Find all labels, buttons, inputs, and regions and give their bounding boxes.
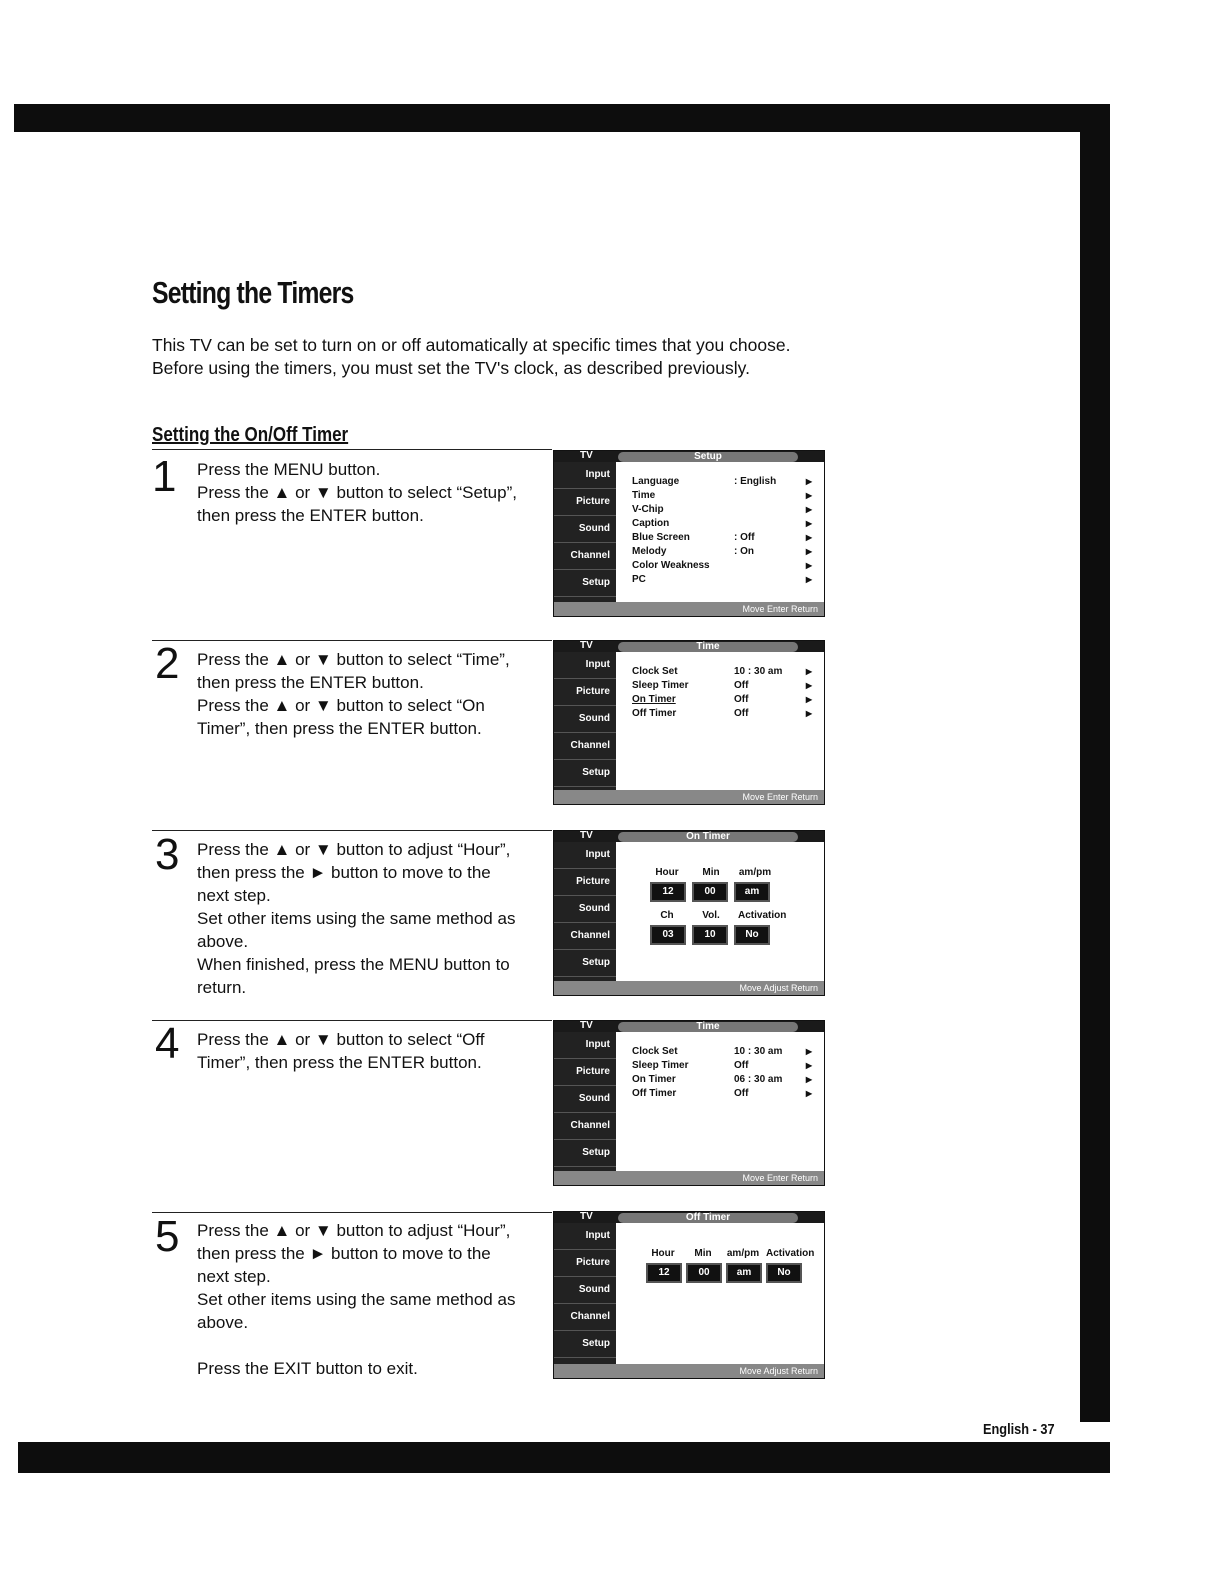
step-line: above.	[197, 1313, 249, 1332]
menu-row: V-Chip ▶	[632, 504, 812, 515]
grid-headers: Ch Vol. Activation	[660, 910, 787, 921]
value-box: 10	[692, 925, 728, 945]
bottom-bar	[18, 1442, 1110, 1473]
sidebar-item: Channel	[554, 1304, 616, 1331]
grid-values	[650, 882, 772, 902]
menu-row: Blue Screen : Off ▶	[632, 532, 812, 543]
menu-row: Clock Set 10 : 30 am ▶	[632, 666, 812, 677]
tv-logo: TV	[580, 1020, 593, 1031]
tv-footer: Move Enter Return	[554, 1171, 824, 1185]
menu-title: Time	[618, 642, 798, 652]
menu-title: Off Timer	[618, 1213, 798, 1223]
step-line: Press the ▲ or ▼ button to select “Off	[197, 1030, 485, 1049]
grid-values	[646, 1263, 802, 1283]
step-rule	[152, 1020, 552, 1021]
menu-row: Caption ▶	[632, 518, 812, 529]
arrow-right-icon: ▶	[805, 1075, 812, 1084]
menu-title: Setup	[618, 452, 798, 462]
step-line: next step.	[197, 886, 271, 905]
step-line: Press the EXIT button to exit.	[197, 1359, 418, 1378]
section-title: Setting the On/Off Timer	[152, 424, 349, 446]
step-line: then press the ENTER button.	[197, 673, 424, 692]
sidebar-item: Setup	[554, 1331, 616, 1358]
tv-sidebar	[554, 462, 616, 602]
sidebar-item: Channel	[554, 1113, 616, 1140]
sidebar-item: Channel	[554, 923, 616, 950]
step-line: Press the ▲ or ▼ button to adjust “Hour”,	[197, 840, 511, 859]
tv-logo: TV	[580, 450, 593, 461]
arrow-right-icon: ▶	[805, 695, 812, 704]
intro-paragraph: This TV can be set to turn on or off automatically at specific times that you choose. Before using the timers, you must set the TV's clock, as described previously.	[152, 335, 791, 378]
sidebar-item: Picture	[554, 489, 616, 516]
tv-logo: TV	[580, 830, 593, 841]
value-box: No	[734, 925, 770, 945]
step-number: 4	[155, 1019, 180, 1068]
step-rule	[152, 830, 552, 831]
tv-footer: Move Enter Return	[554, 602, 824, 616]
arrow-right-icon: ▶	[805, 709, 812, 718]
step-line: above.	[197, 932, 249, 951]
tv-sidebar	[554, 842, 616, 981]
menu-title: On Timer	[618, 832, 798, 842]
menu-row: Sleep Timer Off ▶	[632, 680, 812, 691]
tv-screen-setup	[553, 450, 825, 617]
value-box: am	[726, 1263, 762, 1283]
menu-row: On Timer 06 : 30 am ▶	[632, 1074, 812, 1085]
arrow-right-icon: ▶	[805, 533, 812, 542]
sidebar-item: Picture	[554, 1250, 616, 1277]
sidebar-item: Setup	[554, 1140, 616, 1167]
tv-screen-time	[553, 640, 825, 805]
step-4-text	[197, 1028, 547, 1074]
tv-logo: TV	[580, 640, 593, 651]
menu-row: PC ▶	[632, 574, 812, 585]
step-rule	[152, 449, 552, 450]
arrow-right-icon: ▶	[805, 477, 812, 486]
value-box: am	[734, 882, 770, 902]
sidebar-item: Channel	[554, 543, 616, 570]
menu-list	[632, 1045, 812, 1101]
page-number: English - 37	[983, 1421, 1055, 1438]
value-box: 00	[686, 1263, 722, 1283]
menu-row: Melody : On ▶	[632, 546, 812, 557]
menu-row: Language : English ▶	[632, 476, 812, 487]
step-line: Set other items using the same method as	[197, 909, 516, 928]
step-line: next step.	[197, 1267, 271, 1286]
arrow-right-icon: ▶	[805, 519, 812, 528]
step-line: Press the ▲ or ▼ button to select “On	[197, 696, 485, 715]
menu-row: On Timer Off ▶	[632, 694, 812, 705]
sidebar-item: Input	[554, 1223, 616, 1250]
menu-row: Time ▶	[632, 490, 812, 501]
menu-row: Off Timer Off ▶	[632, 708, 812, 719]
step-line: then press the ENTER button.	[197, 506, 424, 525]
step-number: 2	[155, 639, 180, 688]
sidebar-item: Picture	[554, 679, 616, 706]
top-bar	[14, 104, 1110, 132]
timer-grid	[646, 1248, 815, 1291]
tv-footer: Move Enter Return	[554, 790, 824, 804]
tv-sidebar	[554, 1223, 616, 1364]
step-line: When finished, press the MENU button to	[197, 955, 510, 974]
timer-grid	[650, 867, 787, 953]
arrow-right-icon: ▶	[805, 547, 812, 556]
sidebar-item: Sound	[554, 1086, 616, 1113]
menu-row: Off Timer Off ▶	[632, 1088, 812, 1099]
step-line: Press the ▲ or ▼ button to select “Setup”,	[197, 483, 517, 502]
menu-title: Time	[618, 1022, 798, 1032]
arrow-right-icon: ▶	[805, 561, 812, 570]
step-line: Press the MENU button.	[197, 460, 381, 479]
sidebar-item: Setup	[554, 760, 616, 787]
sidebar-item: Sound	[554, 516, 616, 543]
step-line: then press the ► button to move to the	[197, 1244, 491, 1263]
page-title: Setting the Timers	[152, 275, 354, 310]
sidebar-item: Input	[554, 462, 616, 489]
sidebar-item: Input	[554, 1032, 616, 1059]
menu-list	[632, 665, 812, 721]
step-number: 5	[155, 1212, 180, 1261]
step-5-text	[197, 1219, 547, 1380]
step-line: Timer”, then press the ENTER button.	[197, 719, 482, 738]
value-box: 03	[650, 925, 686, 945]
sidebar-item: Sound	[554, 896, 616, 923]
tv-logo: TV	[580, 1211, 593, 1222]
sidebar-item: Setup	[554, 950, 616, 977]
tv-screen-off-timer	[553, 1211, 825, 1379]
step-line: Timer”, then press the ENTER button.	[197, 1053, 482, 1072]
right-bar	[1080, 104, 1110, 1422]
value-box: 12	[646, 1263, 682, 1283]
tv-footer: Move Adjust Return	[554, 981, 824, 995]
value-box: 00	[692, 882, 728, 902]
step-number: 1	[152, 452, 177, 501]
tv-screen-time-2	[553, 1020, 825, 1186]
step-line: Press the ▲ or ▼ button to adjust “Hour”,	[197, 1221, 511, 1240]
step-1-text	[197, 458, 547, 527]
arrow-right-icon: ▶	[805, 1061, 812, 1070]
value-box: No	[766, 1263, 802, 1283]
step-line: Set other items using the same method as	[197, 1290, 516, 1309]
sidebar-item: Input	[554, 842, 616, 869]
step-line: then press the ► button to move to the	[197, 863, 491, 882]
sidebar-item: Sound	[554, 1277, 616, 1304]
menu-row: Color Weakness ▶	[632, 560, 812, 571]
menu-list	[632, 475, 812, 587]
step-number: 3	[155, 830, 180, 879]
arrow-right-icon: ▶	[805, 1089, 812, 1098]
arrow-right-icon: ▶	[805, 1047, 812, 1056]
step-3-text	[197, 838, 547, 999]
step-rule	[152, 640, 552, 641]
menu-row: Clock Set 10 : 30 am ▶	[632, 1046, 812, 1057]
value-box: 12	[650, 882, 686, 902]
tv-sidebar	[554, 652, 616, 790]
arrow-right-icon: ▶	[805, 681, 812, 690]
menu-row: Sleep Timer Off ▶	[632, 1060, 812, 1071]
sidebar-item: Input	[554, 652, 616, 679]
tv-screen-on-timer	[553, 830, 825, 996]
step-rule	[152, 1212, 552, 1213]
tv-footer: Move Adjust Return	[554, 1364, 824, 1378]
grid-headers: Hour Min am/pm Activation	[651, 1248, 815, 1259]
step-line: Press the ▲ or ▼ button to select “Time”,	[197, 650, 510, 669]
grid-values	[650, 925, 772, 945]
grid-headers: Hour Min am/pm	[655, 867, 772, 878]
sidebar-item: Sound	[554, 706, 616, 733]
step-line: return.	[197, 978, 247, 997]
sidebar-item: Picture	[554, 869, 616, 896]
tv-sidebar	[554, 1032, 616, 1171]
sidebar-item: Picture	[554, 1059, 616, 1086]
arrow-right-icon: ▶	[805, 667, 812, 676]
arrow-right-icon: ▶	[805, 575, 812, 584]
sidebar-item: Setup	[554, 570, 616, 597]
arrow-right-icon: ▶	[805, 491, 812, 500]
step-2-text	[197, 648, 547, 740]
arrow-right-icon: ▶	[805, 505, 812, 514]
sidebar-item: Channel	[554, 733, 616, 760]
